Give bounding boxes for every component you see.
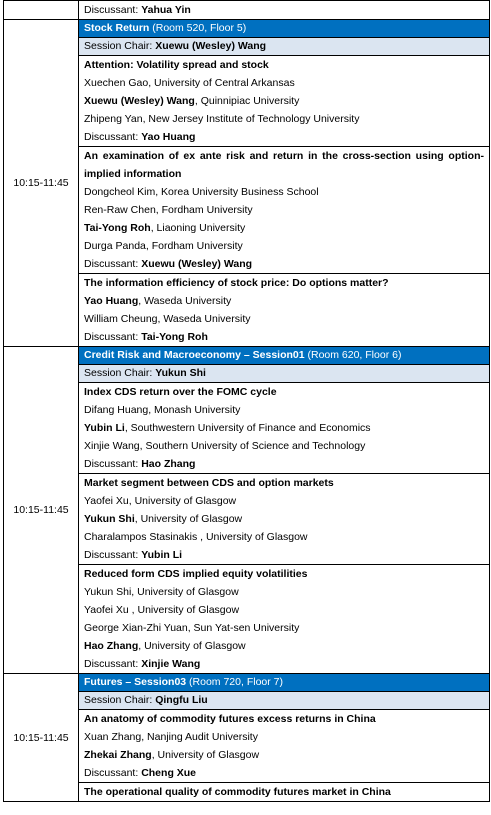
session-title xyxy=(79,347,489,364)
chair-name: Xuewu (Wesley) Wang xyxy=(155,40,267,52)
author-affiliation: , New Jersey Institute of Technology University xyxy=(142,113,360,125)
author-name: William Cheung xyxy=(84,313,158,325)
discussant-line xyxy=(79,328,489,346)
paper-cell xyxy=(79,383,490,474)
author-affiliation: , Korea University Business School xyxy=(155,186,319,198)
paper-cell xyxy=(79,56,490,147)
author-name: Tai-Yong Roh xyxy=(84,222,151,234)
author-name: Yaofei Xu xyxy=(84,495,129,507)
discussant-line xyxy=(79,546,489,564)
author-line xyxy=(79,528,489,546)
author-line xyxy=(79,201,489,219)
schedule-row xyxy=(4,1,490,20)
session-location: (Room 520, Floor 5) xyxy=(149,22,247,34)
author-line xyxy=(79,510,489,528)
author-name: Yukun Shi xyxy=(84,586,132,598)
author-name: Yaofei Xu xyxy=(84,604,132,616)
author-name: Yubin Li xyxy=(84,422,125,434)
session-header-row xyxy=(4,347,490,365)
paper-cell xyxy=(79,565,490,674)
paper-cell xyxy=(79,474,490,565)
session-location: (Room 620, Floor 6) xyxy=(304,349,402,361)
discussant-label: Discussant: xyxy=(84,458,142,470)
chair-label: Session Chair: xyxy=(84,367,156,379)
session-name: Stock Return xyxy=(84,22,150,34)
author-line xyxy=(79,419,489,437)
paper-title: An examination of ex ante risk and return in the cross-section using option-implied information xyxy=(84,150,484,180)
discussant-line xyxy=(79,764,489,782)
discussant-line xyxy=(79,655,489,673)
session-title xyxy=(79,20,489,37)
author-name: Xinjie Wang xyxy=(84,440,140,452)
author-name: George Xian-Zhi Yuan xyxy=(84,622,188,634)
discussant-name: Hao Zhang xyxy=(141,458,196,470)
author-line xyxy=(79,583,489,601)
author-name: Difang Huang xyxy=(84,404,149,416)
author-affiliation: , University of Glasgow xyxy=(151,749,260,761)
discussant-line xyxy=(79,128,489,146)
session-header xyxy=(79,20,490,38)
session-chair xyxy=(79,692,490,710)
author-name: Hao Zhang xyxy=(84,640,139,652)
discussant-label: Discussant: xyxy=(84,658,142,670)
author-affiliation: , Fordham University xyxy=(145,240,243,252)
author-affiliation: , Quinnipiac University xyxy=(194,95,300,107)
author-affiliation: , Southwestern University of Finance and Economics xyxy=(124,422,371,434)
author-affiliation: , University of Glasgow xyxy=(138,640,246,652)
author-affiliation: , University of Glasgow xyxy=(134,513,243,525)
discussant-name: Xuewu (Wesley) Wang xyxy=(141,258,253,270)
author-line xyxy=(79,746,489,764)
author-affiliation: , Liaoning University xyxy=(150,222,246,234)
discussant-label: Discussant: xyxy=(84,767,142,779)
discussant-line xyxy=(79,255,489,273)
chair-line xyxy=(79,365,489,382)
author-line xyxy=(79,310,489,328)
session-header xyxy=(79,347,490,365)
discussant-name: Xinjie Wang xyxy=(141,658,201,670)
author-name: Ren-Raw Chen xyxy=(84,204,156,216)
session-name: Credit Risk and Macroeconomy – Session01 xyxy=(84,349,305,361)
author-line xyxy=(79,601,489,619)
paper-title: The information efficiency of stock price: Do options matter? xyxy=(84,277,389,289)
time-slot: 10:15-11:45 xyxy=(4,674,79,802)
author-name: Zhekai Zhang xyxy=(84,749,152,761)
author-line xyxy=(79,183,489,201)
author-affiliation: , Southern University of Science and Technology xyxy=(139,440,366,452)
author-line xyxy=(79,619,489,637)
author-affiliation: , Monash University xyxy=(148,404,241,416)
paper-title: Market segment between CDS and option markets xyxy=(84,477,334,489)
discussant-label: Discussant: xyxy=(84,4,142,16)
author-line xyxy=(79,401,489,419)
author-name: Xuechen Gao xyxy=(84,77,149,89)
time-slot: 10:15-11:45 xyxy=(4,20,79,347)
author-affiliation: , University of Glasgow xyxy=(200,531,308,543)
author-name: Charalampos Stasinakis xyxy=(84,531,201,543)
session-title xyxy=(79,674,489,691)
chair-label: Session Chair: xyxy=(84,40,156,52)
author-name: Yukun Shi xyxy=(84,513,135,525)
author-affiliation: , Waseda University xyxy=(157,313,251,325)
author-line xyxy=(79,292,489,310)
author-line xyxy=(79,237,489,255)
paper-title: An anatomy of commodity futures excess returns in China xyxy=(84,713,376,725)
author-affiliation: , University of Glasgow xyxy=(131,604,240,616)
discussant-label: Discussant: xyxy=(84,549,142,561)
paper-title: Attention: Volatility spread and stock xyxy=(84,59,269,71)
discussant-label: Discussant: xyxy=(84,331,142,343)
author-affiliation: , University of Glasgow xyxy=(128,495,237,507)
chair-name: Yukun Shi xyxy=(155,367,206,379)
session-name: Futures – Session03 xyxy=(84,676,187,688)
time-cell xyxy=(4,1,79,20)
session-chair xyxy=(79,365,490,383)
chair-label: Session Chair: xyxy=(84,694,156,706)
author-name: Xuan Zhang xyxy=(84,731,142,743)
schedule-table xyxy=(3,0,490,802)
discussant-name: Cheng Xue xyxy=(141,767,197,779)
paper-title: Reduced form CDS implied equity volatilities xyxy=(84,568,308,580)
discussant-name: Tai-Yong Roh xyxy=(141,331,208,343)
author-line xyxy=(79,637,489,655)
discussant-label: Discussant: xyxy=(84,258,142,270)
session-header xyxy=(79,674,490,692)
author-line xyxy=(79,492,489,510)
author-affiliation: , Fordham University xyxy=(155,204,253,216)
session-chair xyxy=(79,38,490,56)
author-affiliation: , Waseda University xyxy=(138,295,232,307)
author-name: Zhipeng Yan xyxy=(84,113,143,125)
discussant-line xyxy=(79,455,489,473)
discussant-line xyxy=(79,1,489,19)
author-name: Yao Huang xyxy=(84,295,139,307)
author-affiliation: , Nanjing Audit University xyxy=(141,731,258,743)
author-name: Dongcheol Kim xyxy=(84,186,156,198)
session-location: (Room 720, Floor 7) xyxy=(186,676,283,688)
chair-line xyxy=(79,692,489,709)
author-line xyxy=(79,110,489,128)
author-affiliation: , Sun Yat-sen University xyxy=(187,622,300,634)
author-line xyxy=(79,219,489,237)
paper-cell xyxy=(79,783,490,802)
paper-cell xyxy=(79,274,490,347)
session-header-row xyxy=(4,20,490,38)
paper-title: Index CDS return over the FOMC cycle xyxy=(84,386,277,398)
chair-name: Qingfu Liu xyxy=(155,694,208,706)
chair-line xyxy=(79,38,489,55)
author-affiliation: , University of Glasgow xyxy=(131,586,239,598)
author-line xyxy=(79,728,489,746)
paper-cell xyxy=(79,710,490,783)
discussant-name: Yubin Li xyxy=(141,549,183,561)
time-slot: 10:15-11:45 xyxy=(4,347,79,674)
author-line xyxy=(79,437,489,455)
paper-cell xyxy=(79,147,490,274)
discussant-name: Yahua Yin xyxy=(141,4,191,16)
paper-cell xyxy=(79,1,490,20)
author-line xyxy=(79,74,489,92)
author-affiliation: , University of Central Arkansas xyxy=(148,77,295,89)
session-header-row xyxy=(4,674,490,692)
author-line xyxy=(79,92,489,110)
paper-title: The operational quality of commodity futures market in China xyxy=(84,786,391,798)
author-name: Durga Panda xyxy=(84,240,146,252)
author-name: Xuewu (Wesley) Wang xyxy=(84,95,195,107)
discussant-label: Discussant: xyxy=(84,131,142,143)
discussant-name: Yao Huang xyxy=(141,131,196,143)
